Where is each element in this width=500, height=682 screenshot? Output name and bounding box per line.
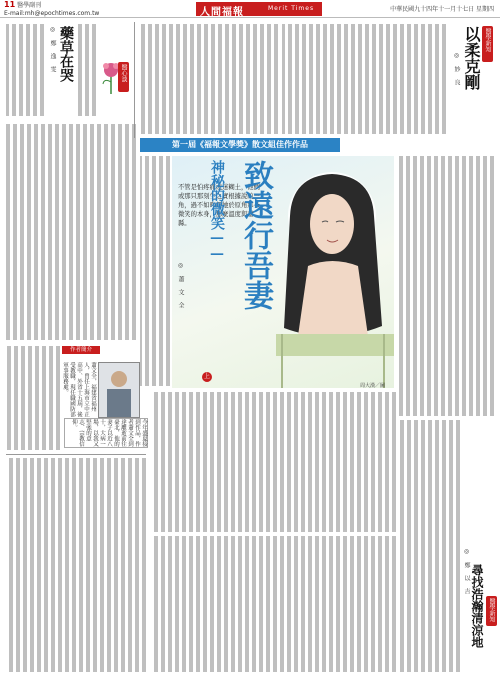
row-divider: [6, 454, 146, 455]
article-title-bottom: 尋找浩瀚清涼地: [470, 564, 484, 648]
profile-heading: 作者簡介: [62, 346, 100, 354]
bottom-note: 今年盛夏接到作品，作者蕭文全到達離逝前往臺北，他的妻子以近八十，大病一場，以我又堅強的意志、宗教信仰。: [64, 418, 148, 448]
header-left: [4, 1, 99, 18]
column-divider: [134, 22, 135, 138]
article-author-bottom: ◎ 鄭 以 吉: [463, 548, 470, 594]
page-header: [0, 0, 500, 18]
article-body-left-bottom: [6, 346, 60, 450]
article-title-right: 以柔克剛: [462, 26, 481, 90]
article-title-left: 藥草在哭: [58, 26, 74, 82]
masthead: [196, 2, 322, 16]
article-body-left-lower: [6, 124, 136, 340]
section-name: 醫學副刊: [17, 2, 42, 9]
feature-body-lower: [152, 392, 396, 532]
feature-banner: 第一屆《福報文學獎》散文組佳作作品: [140, 138, 340, 152]
feature-author: ◎ 蕭 文 全: [177, 262, 184, 308]
article-body-bottom-middle: [152, 536, 396, 672]
article-body-right-top: [282, 24, 446, 134]
author-photo: [98, 362, 140, 418]
illustration-credit: 周大漢／圖: [360, 383, 386, 389]
page-number: 11: [4, 0, 16, 9]
article-author-left: ◎ 鄭 逸 雯: [49, 26, 56, 72]
feature-title: 致遠行吾妻: [238, 160, 273, 310]
person-icon: [99, 363, 139, 417]
article-body-left-a: [6, 24, 44, 116]
profile-text: 蕭文全，福建省福州人，曾任上海市立中正高中、外省十五屆，後受教職，現任職國防部軍事服務處。: [62, 362, 96, 417]
column-badge-left: 醫心談: [118, 62, 129, 92]
feature-body-intro: [140, 156, 170, 386]
article-author-right: ◎ 妙 良: [453, 52, 460, 85]
header-email[interactable]: E-mail:mh@epochtimes.com.tw: [4, 10, 100, 17]
feature-quote: 不管是怕疼痛或迷糊土，他們或那只那刻生之實根據說的一角，過不如昨經她於原角那朵微笑的本身，那麼溫度與蕭縣。: [178, 184, 260, 227]
article-body-left-b: [76, 24, 96, 116]
article-body-bottom-left: [6, 458, 146, 672]
masthead-title: 人間福報: [200, 7, 244, 18]
masthead-subtitle: Merit Times: [268, 5, 315, 12]
issue-date: 中華民國九十四年十一月十七日 星期四: [390, 6, 494, 13]
feature-subtitle: 神秘的微笑——: [209, 160, 225, 262]
column-badge-right: 醫學新知: [482, 26, 493, 62]
article-body-bottom-right: [400, 420, 460, 672]
part-marker: 上: [203, 373, 210, 380]
column-badge-bottom: 醫學新知: [486, 596, 497, 626]
feature-body-right: [398, 156, 494, 416]
article-body-right-top-cont: [138, 24, 278, 134]
